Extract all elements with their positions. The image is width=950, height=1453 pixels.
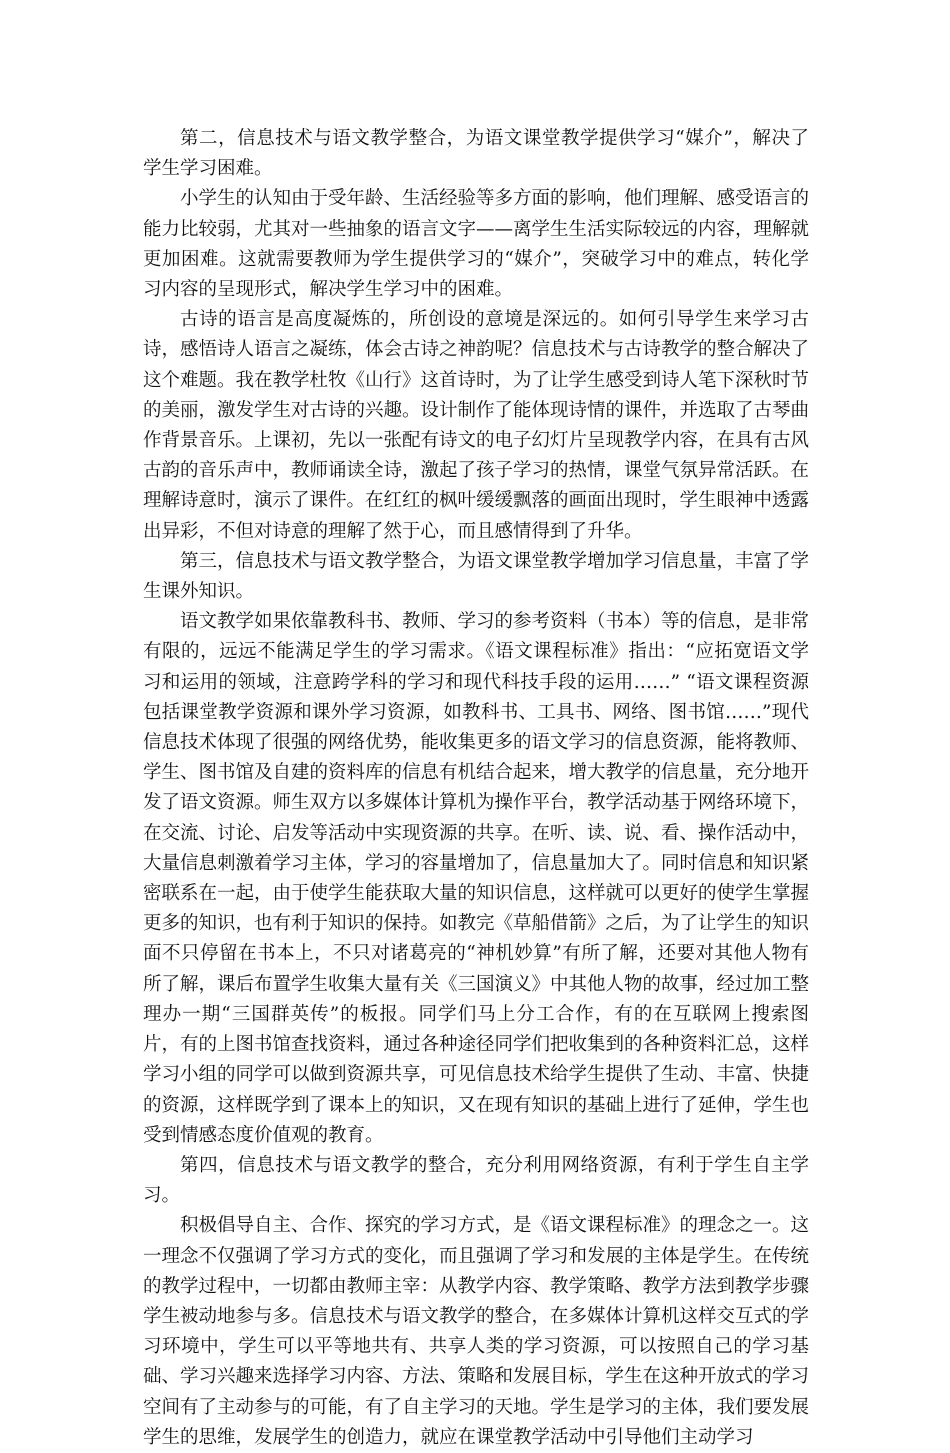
paragraph-heading-4: 第四，信息技术与语文教学的整合，充分利用网络资源，有利于学生自主学习。: [143, 1154, 809, 1207]
paragraph-heading-3: 第三，信息技术与语文教学整合，为语文课堂教学增加学习信息量，丰富了学生课外知识。: [143, 550, 810, 603]
paragraph-heading-2: 第二，信息技术与语文教学整合，为语文课堂教学提供学习“媒介”，解决了学生学习困难。: [143, 128, 809, 180]
paragraph: 积极倡导自主、合作、探究的学习方式，是《语文课程标准》的理念之一。这一理念不仅强调了学习方式的变化，而且强调了学习和发展的主体是学生。在传统的教学过程中，一切都由教师主宰：从教学内容、教学策略、教学方法到教学步骤学生被动地参与多。信息技术与语文教学的整合，在多媒体计算机这样交互式的学习环境中，学生可以平等地共有、共享人类的学习资源，可以按照自己的学习基础、学习兴趣来选择学习内容、方法、策略和发展目标，学生在这种开放式的学习空间有了主动参与的可能，有了自主学习的天地。学生是学习的主体，我们要发展学生的思维，发展学生的创造力，就应在课堂教学活动中引导他们主动学习: [143, 1215, 810, 1448]
paragraph: 古诗的语言是高度凝炼的，所创设的意境是深远的。如何引导学生来学习古诗，感悟诗人语言之凝练，体会古诗之神韵呢？信息技术与古诗教学的整合解决了这个难题。我在教学杜牧《山行》这首诗时，为了让学生感受到诗人笔下深秋时节的美丽，激发学生对古诗的兴趣。设计制作了能体现诗情的课件，并选取了古琴曲作背景音乐。上课初，先以一张配有诗文的电子幻灯片呈现教学内容，在具有古风古韵的音乐声中，教师诵读全诗，激起了孩子学习的热情，课堂气氛异常活跃。在理解诗意时，演示了课件。在红红的枫叶缓缓飘落的画面出现时，学生眼神中透露出异彩，不但对诗意的理解了然于心，而且感情得到了升华。: [143, 309, 810, 542]
paragraph: 小学生的认知由于受年龄、生活经验等多方面的影响，他们理解、感受语言的能力比较弱，尤其对一些抽象的语言文字——离学生生活实际较远的内容，理解就更加困难。这就需要教师为学生提供学习的“媒介”，突破学习中的难点，转化学习内容的呈现形式，解决学生学习中的困难。: [143, 188, 810, 301]
paragraph: 语文教学如果依靠教科书、教师、学习的参考资料（书本）等的信息，是非常有限的，远远不能满足学生的学习需求。《语文课程标准》指出：“应拓宽语文学习和运用的领域，注意跨学科的学习和现代科技手段的运用……” “语文课程资源包括课堂教学资源和课外学习资源，如教科书、工具书、网络、图书馆……”现代信息技术体现了很强的网络优势，能收集更多的语文学习的信息资源，能将教师、学生、图书馆及自建的资料库的信息有机结合起来，增大教学的信息量，充分地开发了语文资源。师生双方以多媒体计算机为操作平台，教学活动基于网络环境下，在交流、讨论、启发等活动中实现资源的共享。在听、读、说、看、操作活动中，大量信息刺激着学习主体，学习的容量增加了，信息量加大了。同时信息和知识紧密联系在一起，由于使学生能获取大量的知识信息，这样就可以更好的使学生掌握更多的知识，也有利于知识的保持。如教完《草船借箭》之后，为了让学生的知识面不只停留在书本上，不只对诸葛亮的“神机妙算”有所了解，还要对其他人物有所了解，课后布置学生收集大量有关《三国演义》中其他人物的故事，经过加工整理办一期“三国群英传”的板报。同学们马上分工合作，有的在互联网上搜索图片，有的上图书馆查找资料，通过各种途径同学们把收集到的各种资料汇总，这样学习小组的同学可以做到资源共享，可见信息技术给学生提供了生动、丰富、快捷的资源，这样既学到了课本上的知识，又在现有知识的基础上进行了延伸，学生也受到情感态度价值观的教育。: [143, 611, 810, 1146]
document-body: [143, 124, 809, 1453]
